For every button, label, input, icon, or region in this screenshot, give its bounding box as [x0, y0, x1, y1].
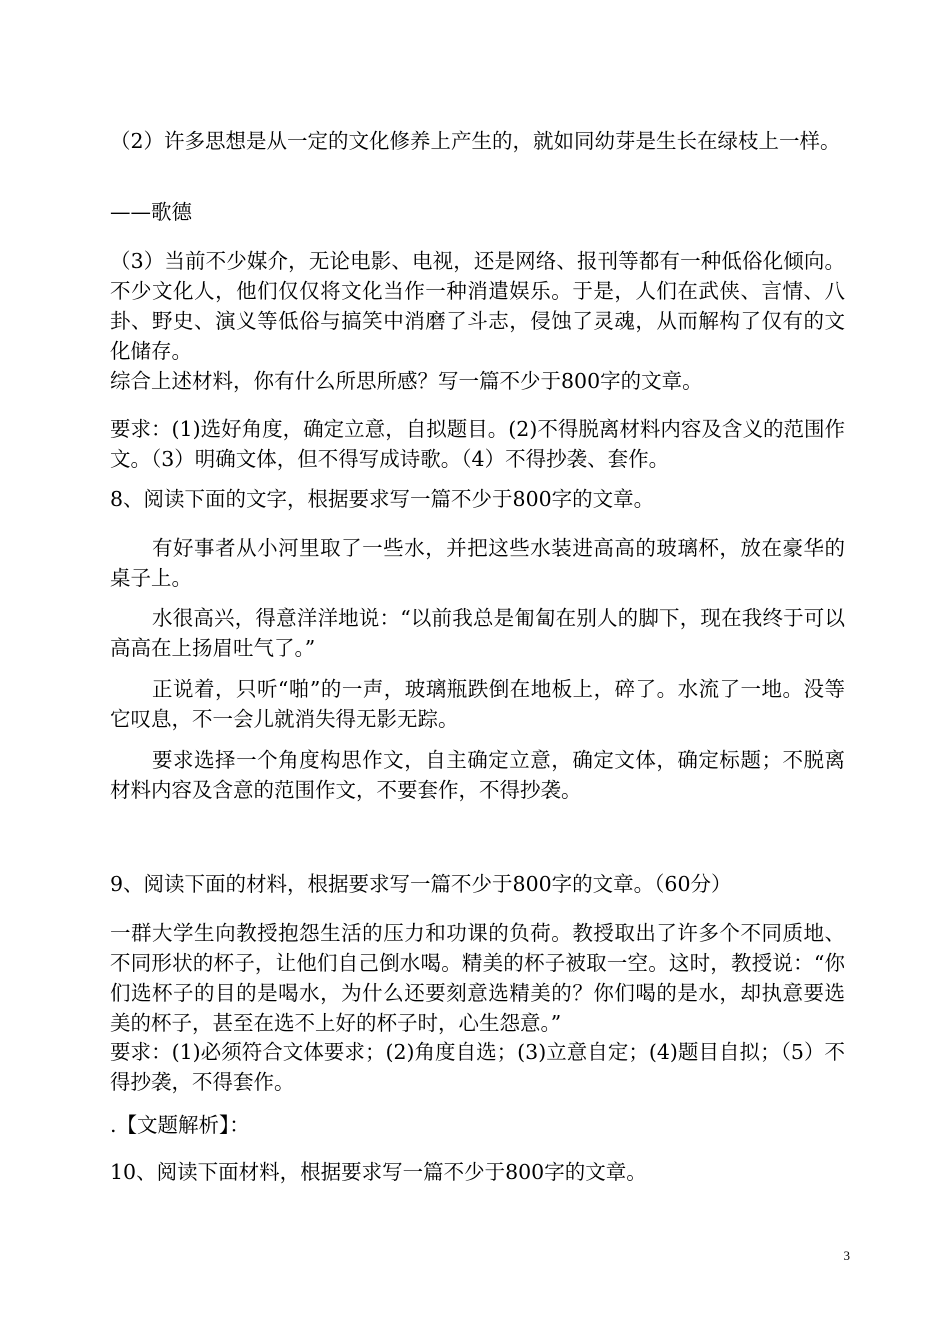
paragraph-quote-2: （2）许多思想是从一定的文化修养上产生的，就如同幼芽是生长在绿枝上一样。	[110, 129, 841, 153]
paragraph-attribution: ——歌德	[110, 200, 192, 224]
paragraph-story-2: 水很高兴，得意洋洋地说：“以前我总是匍匐在别人的脚下，现在我终于可以高高在上扬眉吐气了。”	[110, 606, 845, 660]
paragraph-prompt: 综合上述材料，你有什么所思所感？写一篇不少于800字的文章。	[110, 369, 703, 393]
question-10-heading: 10、阅读下面材料，根据要求写一篇不少于800字的文章。	[110, 1160, 647, 1184]
question-8-heading: 8、阅读下面的文字，根据要求写一篇不少于800字的文章。	[110, 487, 655, 511]
paragraph-story-3: 正说着，只听“啪”的一声，玻璃瓶跌倒在地板上，碎了。水流了一地。没等它叹息，不一会儿就消失得无影无踪。	[110, 677, 845, 731]
section-analysis-heading: .【文题解析】：	[110, 1113, 250, 1137]
paragraph-material-9: 一群大学生向教授抱怨生活的压力和功课的负荷。教授取出了许多个不同质地、不同形状的杯子，让他们自己倒水喝。精美的杯子被取一空。这时，教授说：“你们选杯子的目的是喝水，为什么还要刻意选精美的？你们喝的是水，却执意要选美的杯子，甚至在选不上好的杯子时，心生怨意。”	[110, 921, 845, 1035]
paragraph-requirements-8: 要求选择一个角度构思作文，自主确定立意，确定文体，确定标题；不脱离材料内容及含意的范围作文，不要套作，不得抄袭。	[110, 748, 845, 802]
paragraph-requirements-9: 要求：(1)必须符合文体要求；(2)角度自选；(3)立意自定；(4)题目自拟；（5）不得抄袭，不得套作。	[110, 1040, 845, 1094]
paragraph-material-3: （3）当前不少媒介，无论电影、电视，还是网络、报刊等都有一种低俗化倾向。不少文化人，他们仅仅将文化当作一种消遣娱乐。于是，人们在武侠、言情、八卦、野史、演义等低俗与搞笑中消磨了斗志，侵蚀了灵魂，从而解构了仅有的文化储存。	[110, 249, 845, 363]
paragraph-story-1: 有好事者从小河里取了一些水，并把这些水装进高高的玻璃杯，放在豪华的桌子上。	[110, 536, 845, 590]
question-9-heading: 9、阅读下面的材料，根据要求写一篇不少于800字的文章。（60分）	[110, 872, 732, 896]
page-number: 3	[843, 1248, 850, 1263]
paragraph-requirements-7: 要求：(1)选好角度，确定立意，自拟题目。(2)不得脱离材料内容及含义的范围作文。（3）明确文体，但不得写成诗歌。（4）不得抄袭、套作。	[110, 417, 845, 471]
